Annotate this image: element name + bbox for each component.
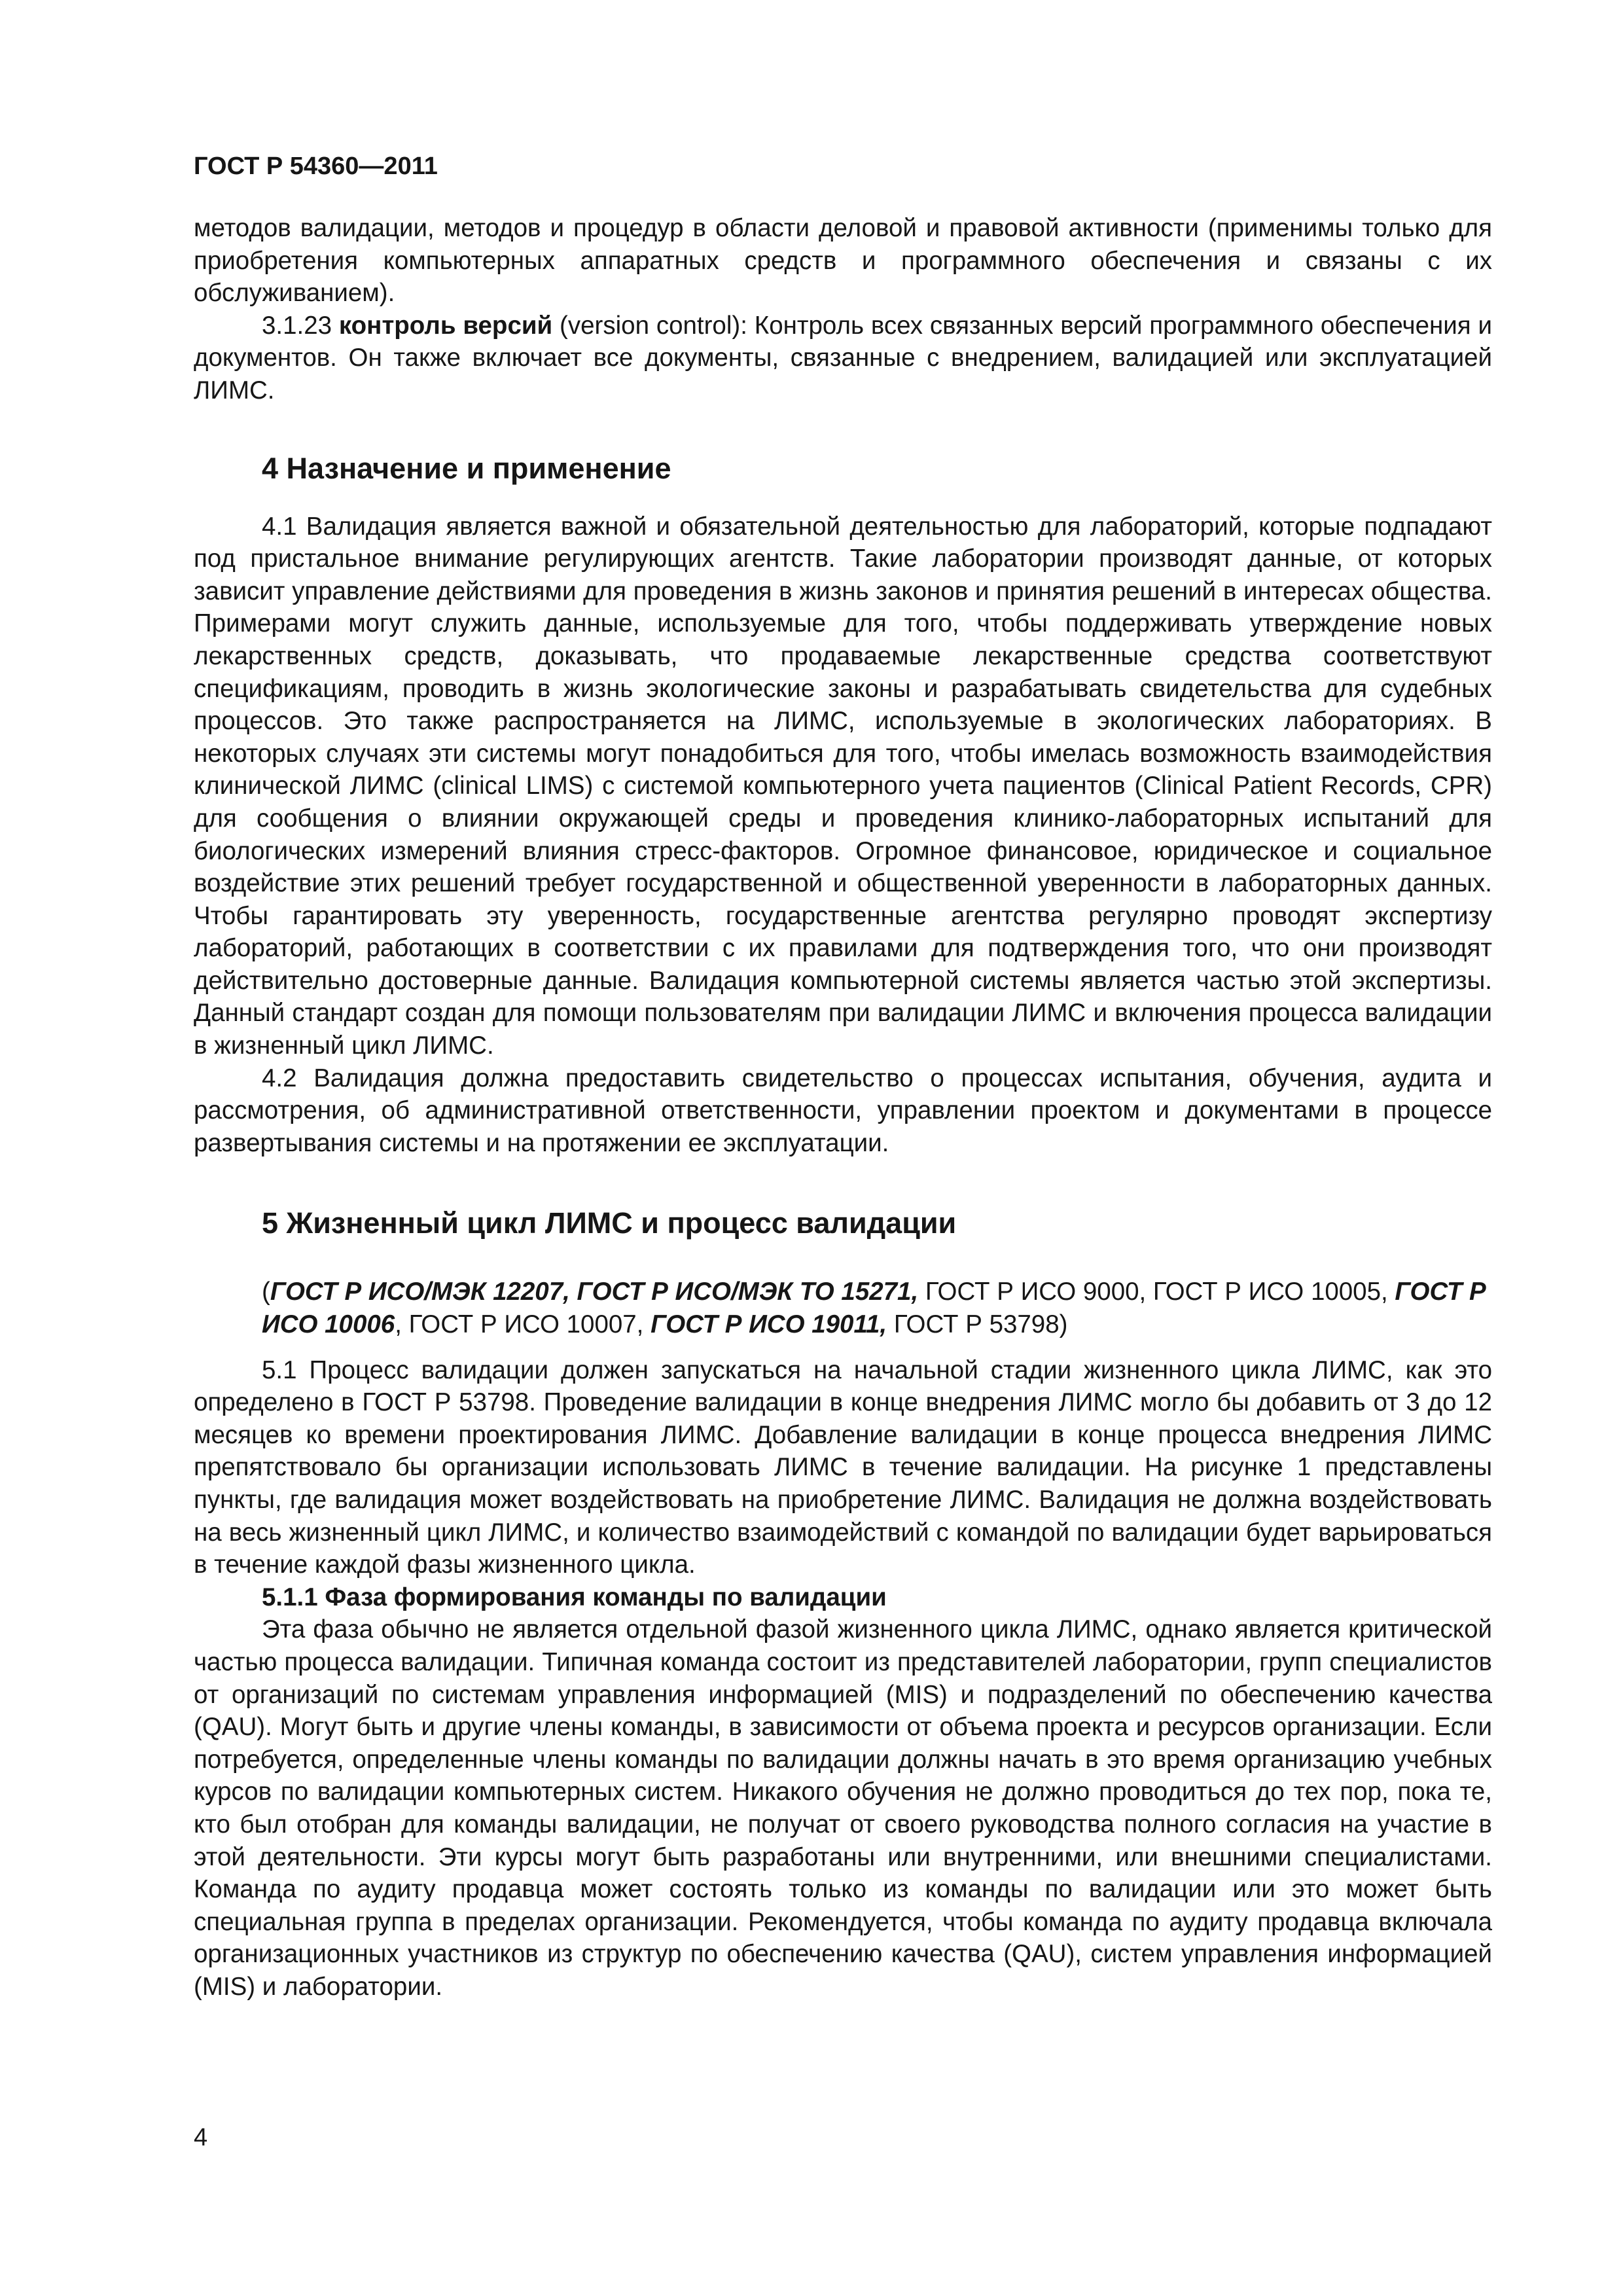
page-number: 4	[194, 2124, 208, 2151]
ref-bold-3: ГОСТ Р ИСО 19011,	[651, 1310, 887, 1339]
document-page	[194, 151, 1492, 2003]
clause-number: 3.1.23	[262, 311, 332, 340]
ref-plain-2: , ГОСТ Р ИСО 10007,	[395, 1310, 651, 1339]
section-5-heading: 5 Жизненный цикл ЛИМС и процесс валидации	[262, 1206, 957, 1240]
subsection-5-1-1-heading: 5.1.1 Фаза формирования команды по валидации	[262, 1583, 887, 1611]
section-4-heading: 4 Назначение и применение	[262, 451, 671, 485]
paragraph-5-1-1: Эта фаза обычно не является отдельной фазой жизненного цикла ЛИМС, однако является критической частью процесса валидации. Типичная команда состоит из представителей лаборатории, групп специалистов от организаций по системам управления информацией (MIS) и подразделений по обеспечению качества (QAU). Могут быть и другие члены команды, в зависимости от объема проекта и ресурсов организации. Если потребуется, определенные члены команды по валидации должны начать в это время организацию учебных курсов по валидации компьютерных систем. Никакого обучения не должно проводиться до тех пор, пока те, кто был отобран для команды валидации, не получат от своего руководства полного согласия на участие в этой деятельности. Эти курсы могут быть разработаны или внутренними, или внешними специалистами. Команда по аудиту продавца может состоять только из команды по валидации или это может быть специальная группа в пределах организации. Рекомендуется, чтобы команда по аудиту продавца включала организационных участников из структур по обеспечению качества (QAU), систем управления информацией (MIS) и лаборатории.	[194, 1615, 1492, 2001]
ref-plain-1: ГОСТ Р ИСО 9000, ГОСТ Р ИСО 10005,	[918, 1278, 1395, 1306]
paragraph-5-1: 5.1 Процесс валидации должен запускаться на начальной стадии жизненного цикла ЛИМС, как это определено в ГОСТ Р 53798. Проведение валидации в конце внедрения ЛИМС могло бы добавить от 3 до 12 месяцев ко времени проектирования ЛИМС. Добавление валидации в конце процесса внедрения ЛИМС препятствовало бы организации использовать ЛИМС в течение валидации. На рисунке 1 представлены пункты, где валидация может воздействовать на приобретение ЛИМС. Валидация не должна воздействовать на весь жизненный цикл ЛИМС, и количество взаимодействий с командой по валидации будет варьироваться в течение каждой фазы жизненного цикла.	[194, 1355, 1492, 1579]
normative-references: (ГОСТ Р ИСО/МЭК 12207, ГОСТ Р ИСО/МЭК ТО 15271, ГОСТ Р ИСО 9000, ГОСТ Р ИСО 10005, ГОСТ Р ИСО 10006, ГОСТ Р ИСО 10007, ГОСТ Р ИСО 19011, ГОСТ Р 53798)	[262, 1278, 1486, 1339]
document-header: ГОСТ Р 54360—2011	[194, 152, 438, 180]
paragraph-4-1: 4.1 Валидация является важной и обязательной деятельностью для лабораторий, которые подпадают под пристальное внимание регулирующих агентств. Такие лаборатории производят данные, от которых зависит управление действиями для проведения в жизнь законов и принятия решений в интересах общества. Примерами могут служить данные, используемые для того, чтобы поддерживать утверждение новых лекарственных средств, доказывать, что продаваемые лекарственные средства соответствуют спецификациям, проводить в жизнь экологические законы и разрабатывать свидетельства для судебных процессов. Это также распространяется на ЛИМС, используемые в экологических лабораториях. В некоторых случаях эти системы могут понадобиться для того, чтобы имелась возможность взаимодействия клинической ЛИМС (clinical LIMS) с системой компьютерного учета пациентов (Clinical Patient Records, CPR) для сообщения о влиянии окружающей среды и проведения клинико-лабораторных испытаний для биологических измерений влияния стресс-факторов. Огромное финансовое, юридическое и социальное воздействие этих решений требует государственной и общественной уверенности в лабораторных данных. Чтобы гарантировать эту уверенность, государственные агентства регулярно проводят экспертизу лабораторий, работающих в соответствии с их правилами для подтверждения того, что они производят действительно достоверные данные. Валидация компьютерной системы является частью этой экспертизы. Данный стандарт создан для помощи пользователям при валидации ЛИМС и включения процесса валидации в жизненный цикл ЛИМС.	[194, 512, 1492, 1060]
ref-bold-2: ГОСТ Р ИСО 10006	[262, 1278, 1486, 1339]
continuation-paragraph: методов валидации, методов и процедур в области деловой и правовой активности (применимы только для приобретения компьютерных аппаратных средств и программного обеспечения и связаны с их обслуживанием).	[194, 214, 1492, 308]
paragraph-4-2: 4.2 Валидация должна предоставить свидетельство о процессах испытания, обучения, аудита и рассмотрения, об административной ответственности, управлении проектом и документами в процессе развертывания системы и на протяжении ее эксплуатации.	[194, 1064, 1492, 1157]
clause-3-1-23	[194, 310, 1492, 407]
ref-bold-1: ГОСТ Р ИСО/МЭК 12207, ГОСТ Р ИСО/МЭК ТО 15271,	[270, 1278, 919, 1306]
clause-english-term: (version control):	[560, 311, 747, 340]
clause-term: контроль версий	[338, 311, 553, 340]
ref-plain-3: ГОСТ Р 53798)	[887, 1310, 1068, 1339]
clause-definition: Контроль всех связанных версий программного обеспечения и документов. Он также включает все документы, связанные с внедрением, валидацией или эксплуатацией ЛИМС.	[194, 311, 1492, 404]
